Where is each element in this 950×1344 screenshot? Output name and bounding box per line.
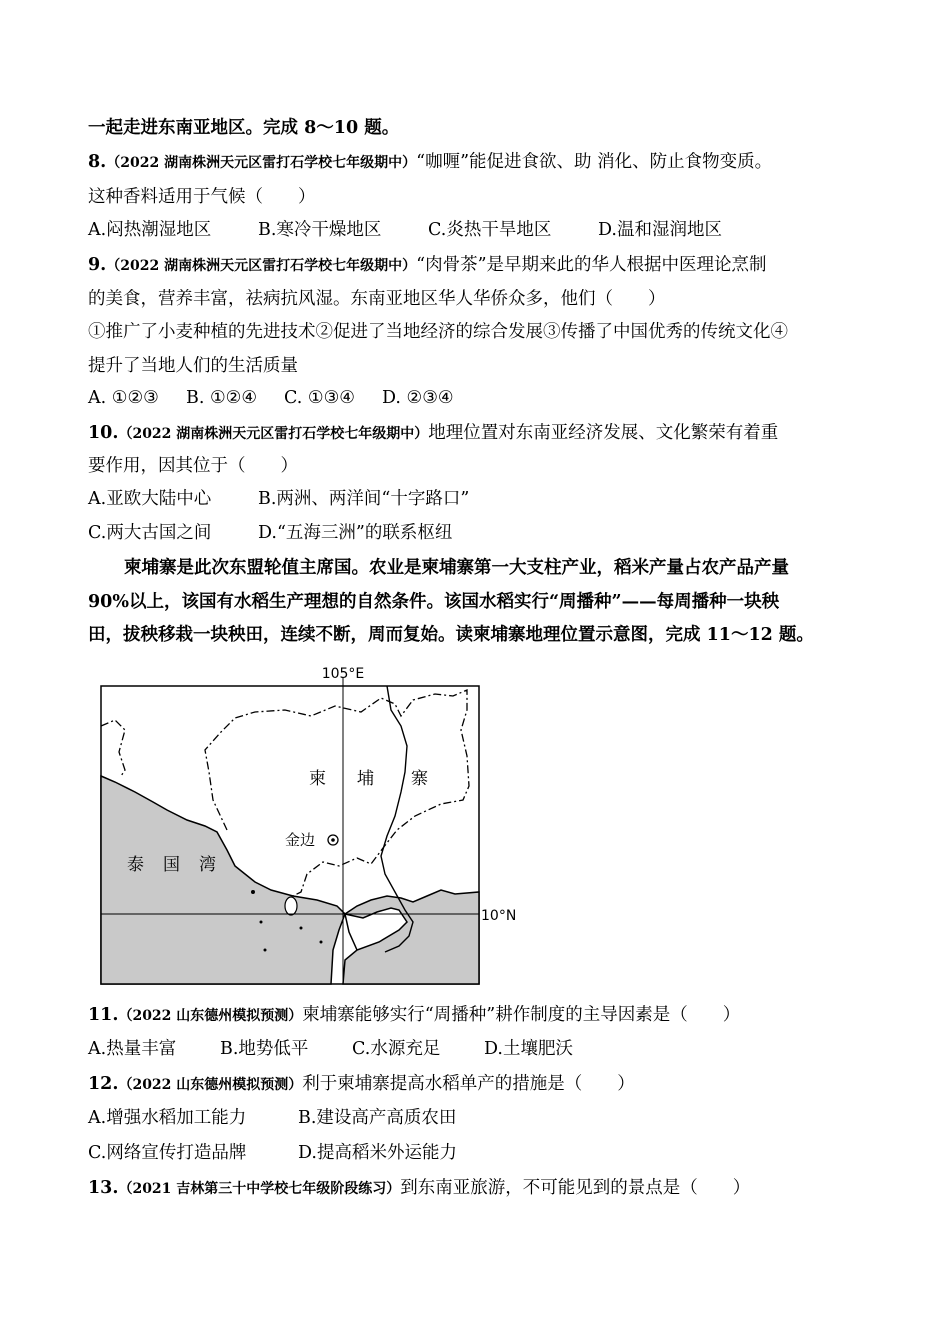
q9-option-c: C. ①③④: [284, 388, 355, 408]
q9-stem4: 提升了当地人们的生活质量: [88, 356, 298, 376]
q13-stem: 到东南亚旅游，不可能见到的景点是（ ）: [400, 1178, 751, 1198]
q11-number: 11.: [88, 1005, 119, 1025]
q12-line1: [88, 1072, 635, 1097]
q9-option-d: D. ②③④: [382, 388, 454, 408]
q9-source: （2022 湖南株洲天元区雷打石学校七年级期中）: [106, 258, 417, 274]
q12-number: 12.: [88, 1074, 119, 1094]
q9-number: 9.: [88, 255, 107, 275]
q8-option-b: B.寒冷干燥地区: [258, 220, 382, 240]
country-char-3: 寨: [411, 769, 428, 789]
q12-source: （2022 山东德州模拟预测）: [118, 1077, 303, 1093]
city-label: 金边: [285, 831, 316, 849]
q11-option-c: C.水源充足: [352, 1039, 441, 1059]
q11-stem: 柬埔寨能够实行“周播种”耕作制度的主导因素是（ ）: [302, 1005, 741, 1025]
island: [264, 949, 267, 952]
q10-stem1: 地理位置对东南亚经济发展、文化繁荣有着重: [428, 423, 779, 443]
q9-options: [88, 386, 454, 410]
lat-label: 10°N: [481, 908, 517, 924]
island: [260, 921, 263, 924]
q11-source: （2022 山东德州模拟预测）: [118, 1008, 303, 1024]
q12-option-c: C.网络宣传打造品牌: [88, 1143, 247, 1163]
q10-source: （2022 湖南株洲天元区雷打石学校七年级期中）: [118, 426, 429, 442]
q10-option-b: B.两洲、两洋间“十字路口”: [258, 489, 470, 509]
q8-option-a: A.闷热潮湿地区: [88, 220, 212, 240]
q11-line1: [88, 1003, 740, 1028]
q8-options: [88, 218, 722, 242]
island: [251, 890, 255, 894]
q9-stem2: 的美食，营养丰富，祛病抗风湿。东南亚地区华人华侨众多，他们（ ）: [88, 289, 666, 309]
q12-stem: 利于柬埔寨提高水稻单产的措施是（ ）: [302, 1074, 635, 1094]
island: [300, 927, 303, 930]
q8-source: （2022 湖南株洲天元区雷打石学校七年级期中）: [106, 155, 417, 171]
intro-tail: 一起走进东南亚地区。完成 8～10 题。: [88, 118, 400, 138]
q11-option-d: D.土壤肥沃: [484, 1039, 573, 1059]
q8-number: 8.: [88, 152, 107, 172]
q9-option-a: A. ①②③: [88, 388, 159, 408]
q13-source: （2021 吉林第三十中学校七年级阶段练习）: [118, 1181, 401, 1197]
q8-stem2: 这种香料适用于气候（ ）: [88, 187, 316, 207]
q9-option-b: B. ①②④: [186, 388, 258, 408]
q10-options-row2: [88, 521, 452, 545]
passage-line1: 柬埔寨是此次东盟轮值主席国。农业是柬埔寨第一大支柱产业，稻米产量占农产品产量: [124, 558, 789, 578]
lon-label: 105°E: [321, 666, 365, 682]
q9-stem3: ①推广了小麦种植的先进技术②促进了当地经济的综合发展③传播了中国优秀的传统文化④: [88, 322, 788, 342]
passage-line2: 90%以上，该国有水稻生产理想的自然条件。该国水稻实行“周播种”——每周播种一块秧: [88, 592, 780, 612]
q8-stem1: “咖喱”能促进食欲、助 消化、防止食物变质。: [416, 152, 773, 172]
q13-number: 13.: [88, 1178, 119, 1198]
q13-line1: [88, 1176, 750, 1201]
country-char-2: 埔: [357, 769, 374, 789]
q10-stem2: 要作用，因其位于（ ）: [88, 456, 298, 476]
q12-options-row1: [88, 1106, 456, 1130]
q8-option-d: D.温和湿润地区: [598, 220, 722, 240]
q10-options-row1: [88, 487, 469, 511]
q10-number: 10.: [88, 423, 119, 443]
q10-option-a: A.亚欧大陆中心: [88, 489, 212, 509]
q8-option-c: C.炎热干旱地区: [428, 220, 552, 240]
gulf-char-2: 国: [163, 855, 180, 875]
q9-stem1: “肉骨茶”是早期来此的华人根据中医理论烹制: [416, 255, 767, 275]
q11-option-a: A.热量丰富: [88, 1039, 177, 1059]
q8-line1: [88, 150, 772, 175]
q10-option-d: D.“五海三洲”的联系枢纽: [258, 523, 453, 543]
gulf-char-3: 湾: [199, 855, 216, 875]
island: [320, 941, 323, 944]
country-char-1: 柬: [309, 769, 326, 789]
q12-option-a: A.增强水稻加工能力: [88, 1108, 247, 1128]
island: [285, 897, 297, 915]
cambodia-location-map: [95, 660, 525, 990]
q12-option-b: B.建设高产高质农田: [298, 1108, 457, 1128]
q12-option-d: D.提高稻米外运能力: [298, 1143, 457, 1163]
q10-option-c: C.两大古国之间: [88, 523, 212, 543]
q11-options: [88, 1037, 573, 1061]
gulf-char-1: 泰: [127, 855, 144, 875]
q12-options-row2: [88, 1141, 457, 1165]
passage-line3: 田，拔秧移栽一块秧田，连续不断，周而复始。读柬埔寨地理位置示意图，完成 11～12 题。: [88, 625, 814, 645]
q10-line1: [88, 421, 778, 446]
q9-line1: [88, 253, 767, 278]
q11-option-b: B.地势低平: [220, 1039, 309, 1059]
